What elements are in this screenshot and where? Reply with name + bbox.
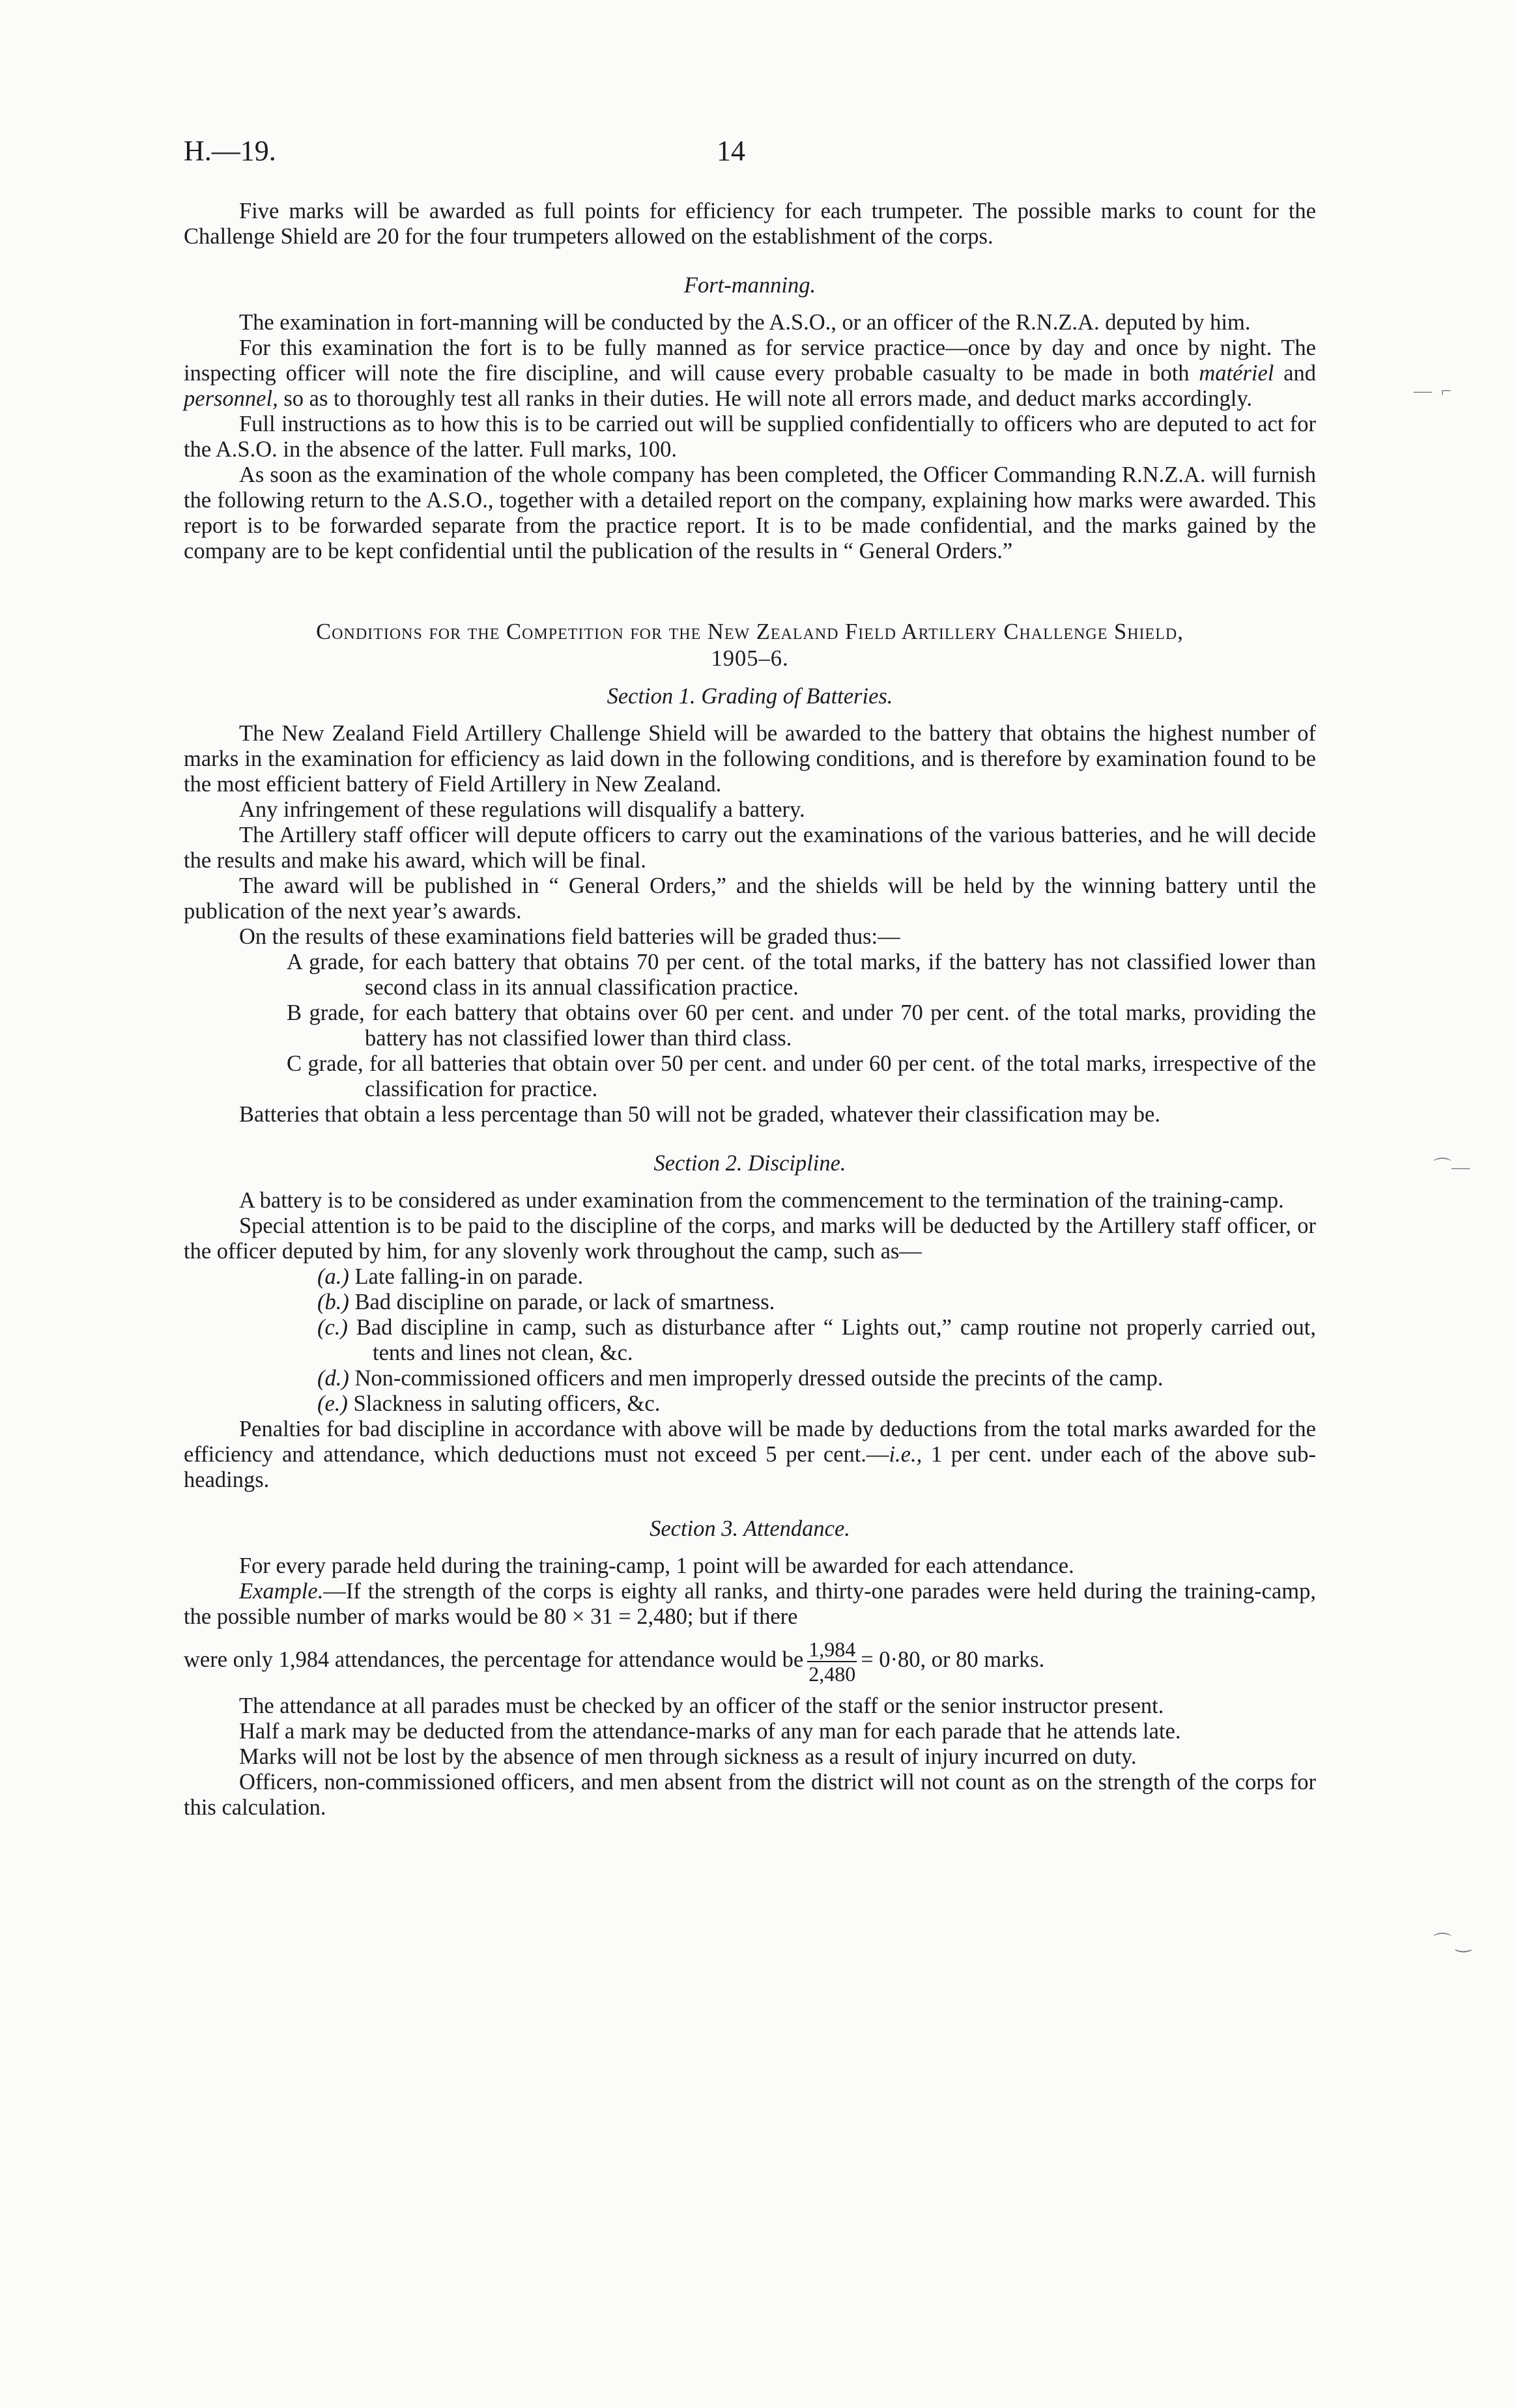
attendance-formula: were only 1,984 attendances, the percentage for attendance would be $\frac{1,984}{2,480}$ = 0·80, or 80 marks.	[184, 1637, 1045, 1686]
section-3-paragraph-1: For every parade held during the training-camp, 1 point will be awarded for each attendance.	[239, 1553, 1074, 1578]
discipline-item-e: (e.) Slackness in saluting officers, &c.	[317, 1391, 661, 1416]
section-2-paragraph-3: Penalties for bad discipline in accordance with above will be made by deductions from the total marks awarded for the efficiency and attendance, which deductions must not exceed 5 per cent.—i.e., 1 per cent. under each of the above sub-headings.	[184, 1417, 1316, 1492]
margin-mark-icon: ⌒ ‿	[1433, 1933, 1471, 1953]
fort-manning-paragraph-4: As soon as the examination of the whole company has been completed, the Officer Commanding R.N.Z.A. will furnish the following return to the A.S.O., together with a detailed report on the company, explaining how marks were awarded. This report is to be forwarded separate from the practice report. It is to be made confidential, and the marks gained by the company are to be kept confidential until the publication of the results in “ General Orders.”	[184, 462, 1316, 563]
grade-a-item: A grade, for each battery that obtains 70 per cent. of the total marks, if the battery has not classified lower than second class in its annual classification practice.	[287, 950, 1316, 1000]
section-1-heading: Section 1. Grading of Batteries.	[607, 684, 893, 709]
discipline-item-b: (b.) Bad discipline on parade, or lack of smartness.	[317, 1290, 775, 1314]
section-3-paragraph-3: Half a mark may be deducted from the attendance-marks of any man for each parade that he attends late.	[239, 1719, 1181, 1744]
attendance-fraction: $\frac{1,984}{2,480}$	[808, 1637, 856, 1686]
margin-mark-icon: ⌒—	[1433, 1157, 1470, 1178]
section-1-paragraph-2: Any infringement of these regulations will disqualify a battery.	[239, 797, 805, 822]
section-3-paragraph-4: Marks will not be lost by the absence of men through sickness as a result of injury incurred on duty.	[239, 1744, 1137, 1769]
conditions-title: Conditions for the Competition for the New Zealand Field Artillery Challenge Shield, 1905–6.	[184, 619, 1316, 672]
page-number: 14	[717, 135, 745, 167]
section-1-paragraph-3: The Artillery staff officer will depute officers to carry out the examinations of the various batteries, and he will decide the results and make his award, which will be final.	[184, 823, 1316, 873]
document-body	[184, 199, 1316, 1820]
section-2-paragraph-2: Special attention is to be paid to the discipline of the corps, and marks will be deducted by the Artillery staff officer, or the officer deputed by him, for any slovenly work throughout the camp, such as—	[184, 1213, 1316, 1264]
fort-manning-paragraph-3: Full instructions as to how this is to be carried out will be supplied confidentially to officers who are deputed to act for the A.S.O. in the absence of the latter. Full marks, 100.	[184, 412, 1316, 462]
example-paragraph: Example.—If the strength of the corps is eighty all ranks, and thirty-one parades were held during the training-camp, the possible number of marks would be 80 × 31 = 2,480; but if there	[184, 1579, 1316, 1629]
section-2-heading: Section 2. Discipline.	[653, 1151, 846, 1176]
section-1-paragraph-5: On the results of these examinations field batteries will be graded thus:—	[239, 924, 900, 949]
discipline-item-a: (a.) Late falling-in on parade.	[317, 1264, 584, 1289]
section-1-paragraph-1: The New Zealand Field Artillery Challenge Shield will be awarded to the battery that obtains the highest number of marks in the examination for efficiency as laid down in the following conditions, and is therefore by examination found to be the most efficient battery of Field Artillery in New Zealand.	[184, 721, 1316, 797]
section-1-paragraph-4: The award will be published in “ General Orders,” and the shields will be held by the winning battery until the publication of the next year’s awards.	[184, 873, 1316, 924]
margin-mark-icon: — ⌐	[1414, 381, 1452, 401]
fort-manning-paragraph-2: For this examination the fort is to be fully manned as for service practice—once by day and once by night. The inspecting officer will note the fire discipline, and will cause every probable casualty to be made in both matériel and personnel, so as to thoroughly test all ranks in their duties. He will note all errors made, and deduct marks accordingly.	[184, 335, 1317, 411]
conditions-year: 1905–6.	[711, 646, 789, 671]
document-reference: H.—19.	[184, 135, 276, 167]
section-1-paragraph-6: Batteries that obtain a less percentage than 50 will not be graded, whatever their classification may be.	[239, 1102, 1160, 1127]
section-2-paragraph-1: A battery is to be considered as under examination from the commencement to the termination of the training-camp.	[239, 1188, 1284, 1213]
section-3-paragraph-2: The attendance at all parades must be checked by an officer of the staff or the senior instructor present.	[239, 1693, 1164, 1718]
fort-manning-paragraph-1: The examination in fort-manning will be conducted by the A.S.O., or an officer of the R.N.Z.A. deputed by him.	[239, 310, 1251, 335]
grade-c-item: C grade, for all batteries that obtain over 50 per cent. and under 60 per cent. of the total marks, irrespective of the classification for practice.	[287, 1051, 1316, 1101]
grade-b-item: B grade, for each battery that obtains over 60 per cent. and under 70 per cent. of the total marks, providing the battery has not classified lower than third class.	[287, 1000, 1316, 1051]
trumpeters-paragraph: Five marks will be awarded as full points for efficiency for each trumpeter. The possible marks to count for the Challenge Shield are 20 for the four trumpeters allowed on the establishment of the corps.	[184, 199, 1316, 249]
section-3-paragraph-5: Officers, non-commissioned officers, and men absent from the district will not count as on the strength of the corps for this calculation.	[184, 1770, 1316, 1820]
discipline-item-c: (c.) Bad discipline in camp, such as disturbance after “ Lights out,” camp routine not properly carried out, tents and lines not clean, &c.	[317, 1315, 1317, 1365]
discipline-item-d: (d.) Non-commissioned officers and men improperly dressed outside the precints of the camp.	[317, 1366, 1164, 1391]
section-3-heading: Section 3. Attendance.	[650, 1516, 850, 1541]
fort-manning-heading: Fort-manning.	[683, 273, 816, 298]
